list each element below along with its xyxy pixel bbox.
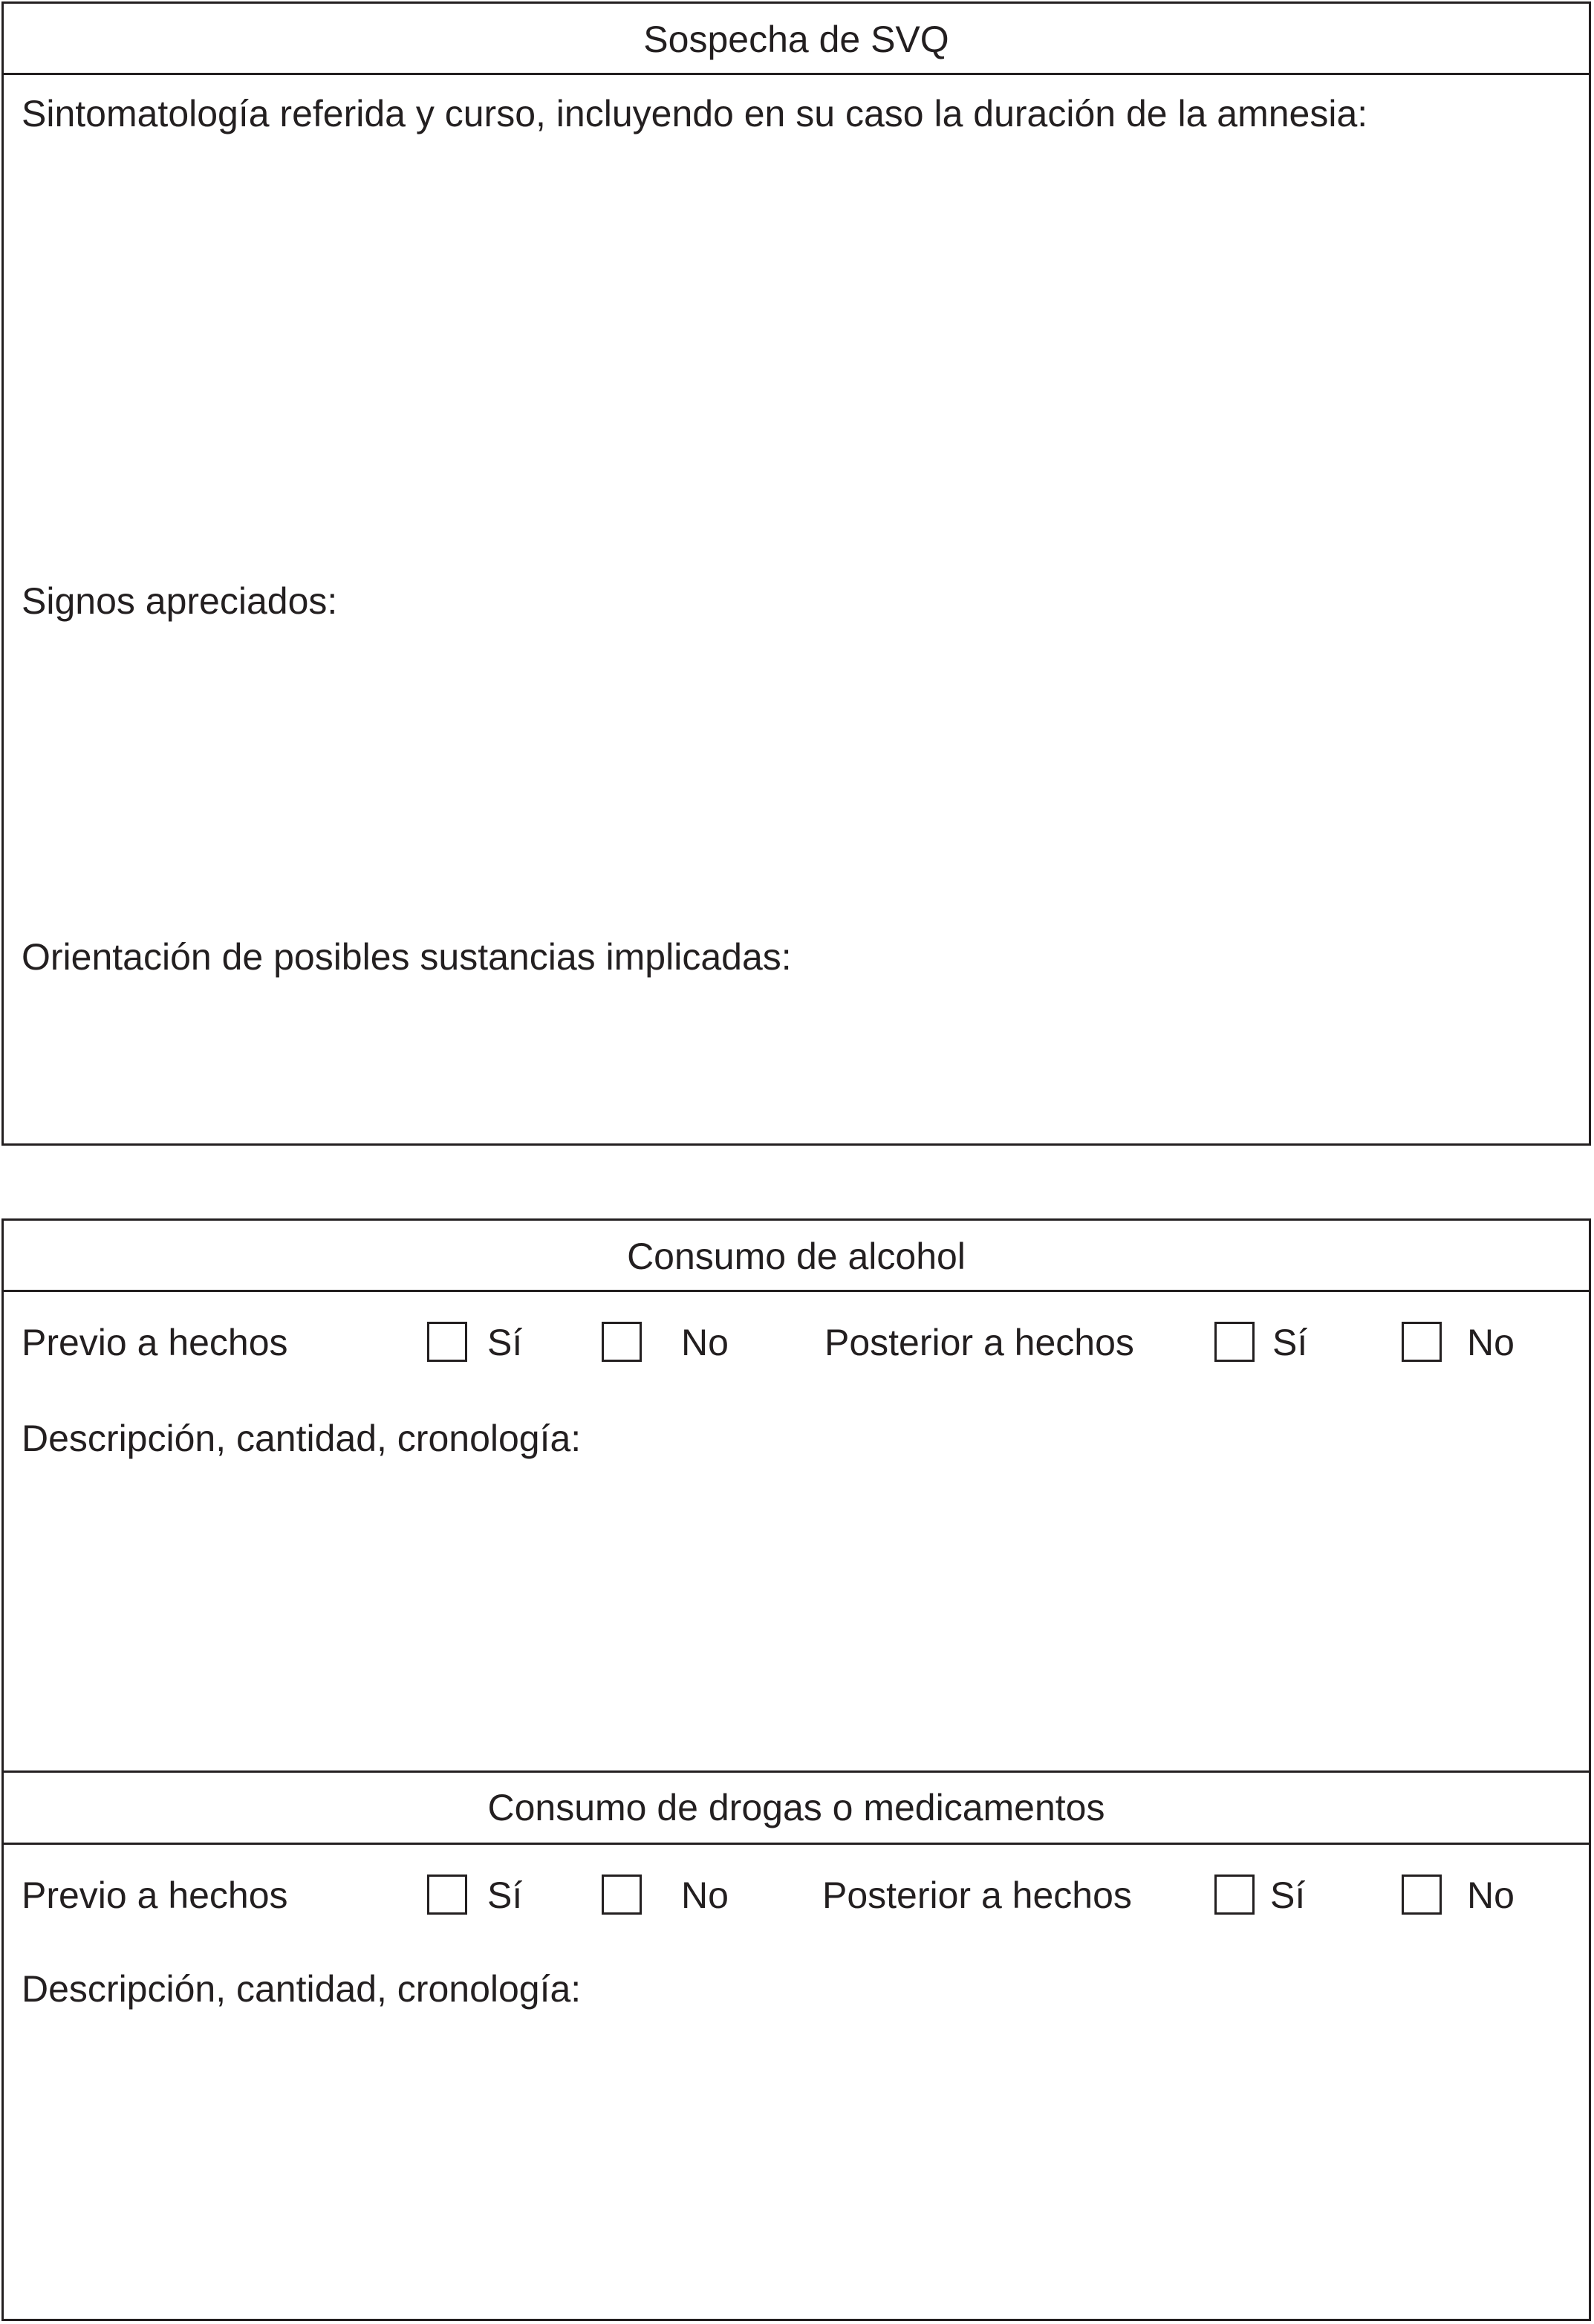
consumption-section	[1, 1218, 1591, 2321]
alcohol-after-no-checkbox[interactable]	[1402, 1322, 1442, 1362]
alcohol-before-no-checkbox[interactable]	[602, 1322, 642, 1362]
alcohol-after-no-label: No	[1467, 1322, 1515, 1363]
drugs-before-no-label: No	[681, 1875, 729, 1916]
drugs-after-yes-label: Sí	[1270, 1875, 1306, 1916]
symptoms-label: Sintomatología referida y curso, incluyendo en su caso la duración de la amnesia:	[22, 93, 1368, 134]
drugs-after-no-label: No	[1467, 1875, 1515, 1916]
drugs-section-title: Consumo de drogas o medicamentos	[4, 1770, 1589, 1845]
signs-label: Signos apreciados:	[22, 580, 338, 622]
drugs-after-no-checkbox[interactable]	[1402, 1875, 1442, 1915]
drugs-after-label: Posterior a hechos	[822, 1875, 1132, 1916]
alcohol-after-yes-label: Sí	[1272, 1322, 1308, 1363]
svq-section-title: Sospecha de SVQ	[4, 4, 1589, 75]
drugs-description-label: Descripción, cantidad, cronología:	[22, 1968, 582, 2010]
alcohol-after-yes-checkbox[interactable]	[1214, 1322, 1255, 1362]
alcohol-after-label: Posterior a hechos	[824, 1322, 1134, 1363]
alcohol-before-no-label: No	[681, 1322, 729, 1363]
substances-label: Orientación de posibles sustancias implicadas:	[22, 936, 792, 978]
drugs-before-yes-label: Sí	[487, 1875, 523, 1916]
drugs-before-label: Previo a hechos	[22, 1875, 288, 1916]
drugs-before-yes-checkbox[interactable]	[427, 1875, 467, 1915]
drugs-before-no-checkbox[interactable]	[602, 1875, 642, 1915]
svq-section	[1, 1, 1591, 1146]
drugs-after-yes-checkbox[interactable]	[1214, 1875, 1255, 1915]
alcohol-description-label: Descripción, cantidad, cronología:	[22, 1418, 582, 1459]
alcohol-before-yes-label: Sí	[487, 1322, 523, 1363]
alcohol-before-yes-checkbox[interactable]	[427, 1322, 467, 1362]
alcohol-before-label: Previo a hechos	[22, 1322, 288, 1363]
alcohol-section-title: Consumo de alcohol	[4, 1221, 1589, 1292]
